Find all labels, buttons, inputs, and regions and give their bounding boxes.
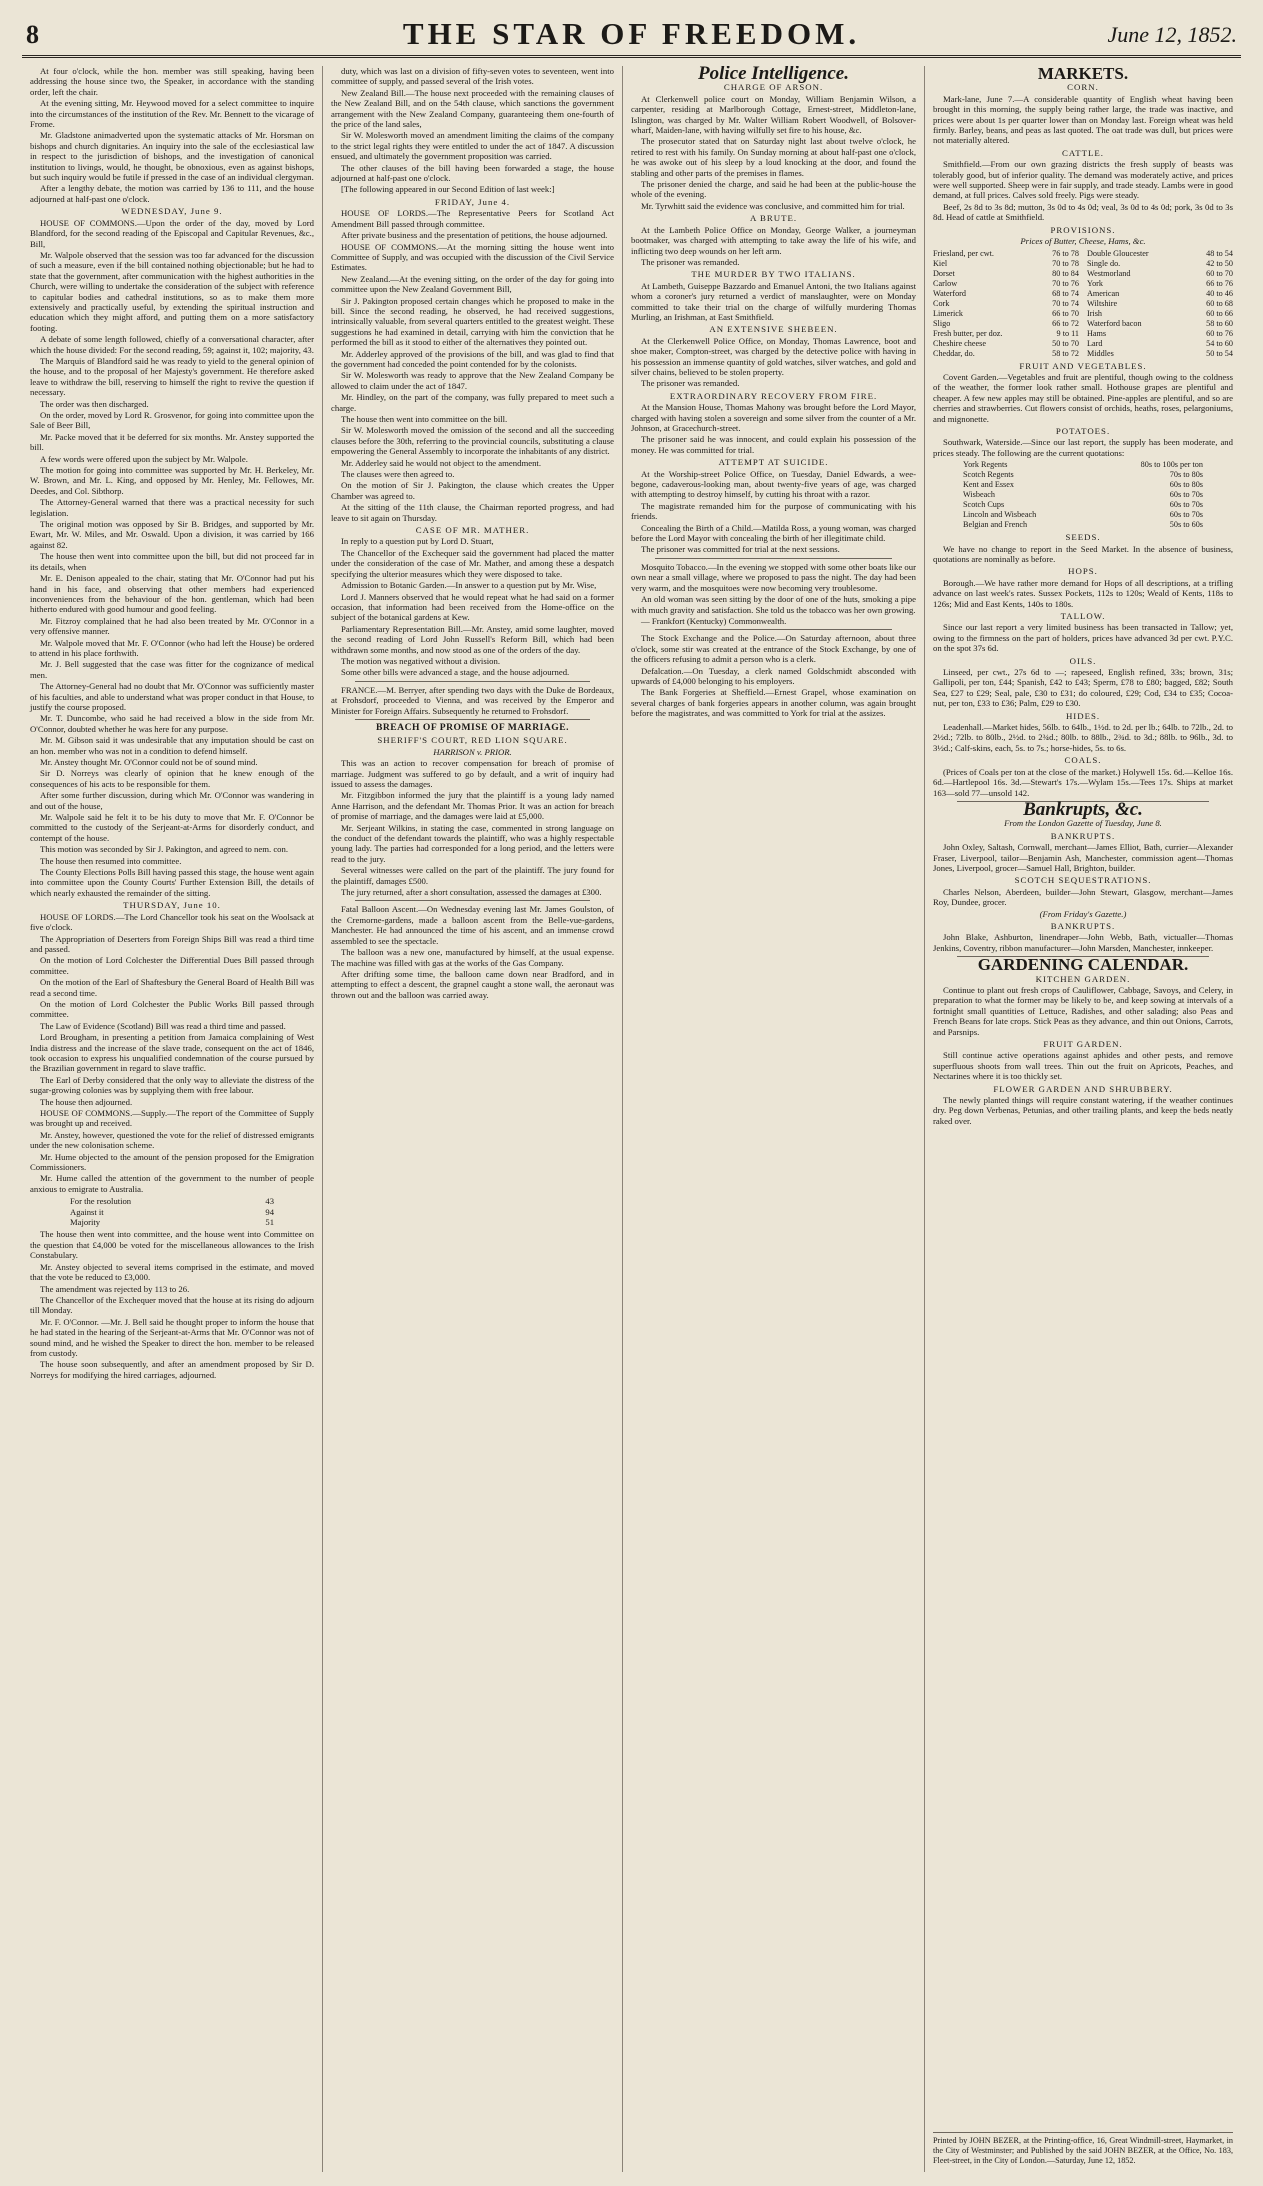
section-heading: SCOTCH SEQUESTRATIONS. (1014, 875, 1152, 886)
price-item-name: Friesland, per cwt. (933, 248, 994, 258)
price-row (933, 349, 1079, 359)
article-paragraph: At the evening sitting, Mr. Heywood moved for a select committee to inquire into the circumstances of the institution of the Rev. Mr. Bennett to the vicarage of Frome. (30, 98, 314, 130)
price-item-value: 60s to 70s (1169, 500, 1203, 510)
article-paragraph: A few words were offered upon the subject by Mr. Walpole. (40, 453, 248, 464)
article-paragraph: The amendment was rejected by 113 to 26. (40, 1283, 190, 1294)
article-paragraph: The order was then discharged. (40, 398, 149, 409)
article-paragraph: At Clerkenwell police court on Monday, William Benjamin Wilson, a carpenter, residing at Marlborough Cottage, Ernest-street, Middleton-lane, Islington, was charged by Mr. Walter William Robert Woodwell, of Bolsover-wharf, Maiden-lane, with having wilfully set fire to his house, &c. (631, 93, 916, 136)
section-heading: FLOWER GARDEN AND SHRUBBERY. (993, 1083, 1173, 1094)
price-row (1087, 319, 1233, 329)
article-paragraph: An old woman was seen sitting by the door of one of the huts, smoking a pipe with much gravity and satisfaction. She told us the tobacco was her own growing. (631, 594, 916, 615)
price-row (933, 299, 1079, 309)
article-paragraph: The Bank Forgeries at Sheffield.—Ernest Grapel, whose examination on several charges of bank forgeries appears in another column, was again brought before the magistrates, and was committed to York for trial at the assizes. (631, 687, 916, 719)
article-paragraph: Parliamentary Representation Bill.—Mr. Anstey, amid some laughter, moved the second reading of Lord John Russell's Reform Bill, which had been withdrawn some months, and now stood as one of the orders of the day. (331, 623, 614, 655)
price-item-value: 60s to 80s (1169, 480, 1203, 490)
vote-count: 94 (265, 1206, 274, 1217)
price-item-name: Limerick (933, 308, 964, 318)
article-paragraph: Defalcation.—On Tuesday, a clerk named Goldschmidt absconded with upwards of £4,000 belonging to his employers. (631, 665, 916, 686)
section-heading: SEEDS. (1065, 532, 1101, 543)
price-row (933, 319, 1079, 329)
vote-label: For the resolution (70, 1196, 132, 1207)
section-heading: FRIDAY, June 4. (434, 196, 511, 207)
price-item-value: 60 to 68 (1206, 298, 1233, 308)
vote-count: 43 (265, 1196, 274, 1207)
price-item-name: Single do. (1087, 258, 1121, 268)
price-item-value: 60 to 66 (1206, 308, 1233, 318)
price-item-name: Irish (1087, 308, 1103, 318)
article-paragraph: Mr. T. Duncombe, who said he had received a blow in the side from Mr. O'Connor, doubted whether he was here for any purpose. (30, 713, 314, 734)
page-number: 8 (26, 20, 39, 49)
article-paragraph: After private business and the presentation of petitions, the house adjourned. (341, 230, 608, 241)
article-paragraph: The newly planted things will require constant watering, if the weather continues dry. Peg down Verbenas, Petunias, and other trailing plants, and keep the beds neatly raked over. (933, 1095, 1233, 1126)
article-paragraph: After a lengthy debate, the motion was carried by 136 to 111, and the house adjourned at half-past one o'clock. (30, 183, 314, 204)
price-item-name: Belgian and French (963, 520, 1028, 530)
price-row (933, 279, 1079, 289)
article-paragraph: The Marquis of Blandford said he was ready to yield to the general opinion of the house, and to the proposal of her Majesty's government. He therefore asked leave to withdraw the bill, reserving to himself the right to revive the question if necessary. (30, 355, 314, 398)
article-paragraph: The Chancellor of the Exchequer moved that the house at its rising do adjourn till Monday. (30, 1294, 314, 1316)
section-heading: CASE OF MR. MATHER. (415, 525, 530, 536)
article-paragraph: The prisoner was remanded. (641, 378, 740, 389)
article-paragraph: At four o'clock, while the hon. member was still speaking, having been addressing the house since two, the Speaker, in accordance with the standing order, left the chair. (30, 66, 314, 97)
article-paragraph: (Prices of Coals per ton at the close of the market.) Holywell 15s. 6d.—Kelloe 16s. 6d.—Hartlepool 16s. 3d.—Stewart's 17s.—Wylam 15s.—Tees 17s. Ships at market 163—sold 77—unsold 142. (933, 766, 1233, 798)
price-item-name: Westmorland (1087, 268, 1131, 278)
divider (655, 558, 892, 559)
article-paragraph: FRANCE.—M. Berryer, after spending two days with the Duke de Bordeaux, at Frohsdorf, proceeded to Vienna, and was received by the Emperor and Minister for Foreign Affairs. Subsequently he returned to Frohsdorf. (331, 684, 614, 716)
price-row (1087, 299, 1233, 309)
printer-imprint: Printed by JOHN BEZER, at the Printing-office, 16, Great Windmill-street, Haymarket, in the City of Westminster; and Published by the said JOHN BEZER, at the Office, No. 183, Fleet-street, in the City of London.—Saturday, June 12, 1852. (933, 2132, 1233, 2166)
price-column (933, 249, 1079, 359)
section-heading: HOPS. (1068, 566, 1098, 577)
article-paragraph: Mr. Anstey objected to several items comprised in the estimate, and moved that the vote be reduced to £3,000. (30, 1261, 314, 1283)
article-paragraph: On the motion of the Earl of Shaftesbury the General Board of Health Bill was read a second time. (30, 977, 314, 998)
article-paragraph: Mr. Adderley approved of the provisions of the bill, and was glad to find that the government had conceded the point contended for by the colonists. (331, 348, 614, 369)
article-paragraph: On the motion of Lord Colchester the Public Works Bill passed through committee. (30, 998, 314, 1020)
section-heading: CORN. (1067, 82, 1099, 93)
price-item-name: Middles (1087, 348, 1114, 358)
article-paragraph: The house then went into committee on the bill. (341, 414, 508, 424)
article-paragraph: Mark-lane, June 7.—A considerable quantity of English wheat having been brought in this morning, the supply being rather large, the trade was inactive, and prices were about 1s per quarter lower than on Monday last. Foreign wheat was held firmly. Barley, beans, and peas as last quoted. The oat trade was dull, but prices were not materially altered. (933, 93, 1233, 146)
article-paragraph: Mr. Fitzgibbon informed the jury that the plaintiff is a young lady named Anne Harrison, and the defendant Mr. Thomas Prior. It was an action for breach of promise of marriage, and the damages were laid at £5,000. (331, 790, 614, 822)
section-heading: OILS. (1069, 655, 1097, 666)
price-item-value: 50 to 70 (1052, 338, 1079, 348)
section-heading: COALS. (1064, 755, 1102, 766)
price-item-name: Hams (1087, 328, 1107, 338)
article-paragraph: HOUSE OF COMMONS.—Upon the order of the day, moved by Lord Blandford, for the second reading of the Episcopal and Capitular Revenues, &c., Bill, (30, 217, 314, 249)
article-paragraph: Mr. Hindley, on the part of the company, was fully prepared to meet such a charge. (331, 392, 614, 413)
price-row (933, 289, 1079, 299)
price-row (1087, 249, 1233, 259)
price-item-value: 66 to 70 (1052, 308, 1079, 318)
price-row (933, 249, 1079, 259)
article-paragraph: The other clauses of the bill having been forwarded a stage, the house adjourned at half-past one o'clock. (331, 162, 614, 184)
section-heading: CATTLE. (1062, 147, 1104, 158)
price-item-name: Kent and Essex (963, 480, 1014, 490)
price-item-value: 60s to 70s (1169, 490, 1203, 500)
article-paragraph: The house then resumed into committee. (40, 855, 182, 866)
article-paragraph: In reply to a question put by Lord D. Stuart, (341, 536, 494, 547)
article-paragraph: Some other bills were advanced a stage, and the house adjourned. (341, 667, 570, 678)
article-paragraph: The prisoner was remanded. (641, 256, 740, 267)
price-row (933, 339, 1079, 349)
price-row (963, 490, 1203, 500)
article-headline: CHARGE OF ARSON. (723, 82, 824, 93)
column-1-parliament (22, 66, 322, 2172)
price-item-value: 80 to 84 (1052, 268, 1079, 278)
article-paragraph: The prisoner denied the charge, and said he had been at the public-house the whole of the evening. (631, 179, 916, 200)
article-paragraph: Still continue active operations against aphides and other pests, and remove superfluous shoots from wall trees. Thin out the fruit on Apricots, Peaches, and Nectarines where it is too thickly set. (933, 1050, 1233, 1082)
column-2-parliament (322, 66, 622, 2172)
article-paragraph: At the Lambeth Police Office on Monday, George Walker, a journeyman bootmaker, was charged with attempting to take away the life of his wife, and inflicting two deep wounds on her left arm. (631, 224, 916, 256)
column-3-police (622, 66, 924, 2172)
article-paragraph: Mr. Packe moved that it be deferred for six months. Mr. Anstey supported the bill. (30, 431, 314, 453)
article-paragraph: A debate of some length followed, chiefly of a conversational character, after which the house divided: For the second reading, 59; against it, 102; majority, 43. (30, 334, 314, 355)
article-paragraph: Linseed, per cwt., 27s 6d to —; rapeseed, English refined, 33s; brown, 31s; Gallipoli, per ton, £44; Spanish, £42 to £43; Sperm, £78 to £80; bagged, £82; South Sea, £27 to £29; Seal, pale, £30 to £31; do coloured, £29; Cod, £34 to £35; Cocoa-nut, per ton, £33 to £36; Palm, £29 to £30. (933, 667, 1233, 709)
issue-date: June 12, 1852. (1107, 22, 1237, 47)
article-paragraph: The Chancellor of the Exchequer said the government had placed the matter under the consideration of the case of Mr. Mather, and among these a despatch specifying the ulterior measures which they were disposed to take. (331, 547, 614, 579)
price-item-name: Carlow (933, 278, 958, 288)
article-paragraph: Beef, 2s 8d to 3s 8d; mutton, 3s 0d to 4s 0d; veal, 3s 0d to 4s 0d; pork, 3s 0d to 3s 8d. Head of cattle at Smithfield. (933, 201, 1233, 223)
price-row (963, 510, 1203, 520)
article-paragraph: The prosecutor stated that on Saturday night last about twelve o'clock, he retired to rest with his family. On Sunday morning at about half-past one o'clock, he was awoke out of his sleep by a loud knocking at the door, and found the stabling and other parts of the premises in flames. (631, 136, 916, 178)
section-title: Police Intelligence. (698, 66, 849, 84)
article-paragraph: Smithfield.—From our own grazing districts the fresh supply of beasts was tolerably good, but of inferior quality. The demand was moderately active, and prices were well supported. Sheep were in fair supply, and trade steady. Lambs were in good demand, at full prices. Calves sold freely. Pigs were steady. (933, 159, 1233, 201)
price-item-value: 54 to 60 (1206, 338, 1233, 348)
section-heading: BANKRUPTS. (1050, 830, 1116, 841)
article-paragraph: We have no change to report in the Seed Market. In the absence of business, quotations are nominally as before. (933, 543, 1233, 564)
section-heading: WEDNESDAY, June 9. (121, 206, 223, 217)
article-paragraph: Mr. Walpole moved that Mr. F. O'Connor (who had left the House) be ordered to attend in his place forthwith. (30, 637, 314, 658)
divider (355, 681, 590, 682)
price-row (963, 520, 1203, 530)
article-paragraph: The prisoner said he was innocent, and could explain his possession of the money. He was committed for trial. (631, 434, 916, 455)
price-item-value: 9 to 11 (1056, 328, 1079, 338)
price-row (963, 460, 1203, 470)
article-headline: A BRUTE. (749, 213, 798, 224)
article-paragraph: Mr. Hume objected to the amount of the pension proposed for the Emigration Commissioners. (30, 1151, 314, 1173)
article-paragraph: Mr. F. O'Connor. —Mr. J. Bell said he thought proper to inform the house that he had stated in the hearing of the Serjeant-at-Arms that Mr. O'Connor was not of sound mind, and he wished the Speaker to direct the hon. member to be released from custody. (30, 1316, 314, 1358)
article-paragraph: Mr. Tyrwhitt said the evidence was conclusive, and committed him for trial. (641, 200, 905, 211)
article-paragraph: This was an action to recover compensation for breach of promise of marriage. Judgment was suffered to go by default, and a writ of inquiry had issued to assess the damages. (331, 758, 614, 789)
provisions-price-table (933, 249, 1233, 359)
price-item-value: 50 to 54 (1206, 348, 1233, 358)
vote-count: 51 (265, 1217, 274, 1228)
article-paragraph: On the motion of Lord Colchester the Differential Dues Bill passed through committee. (30, 955, 314, 976)
price-item-name: Kiel (933, 258, 948, 268)
article-paragraph: The Law of Evidence (Scotland) Bill was read a third time and passed. (40, 1020, 286, 1031)
price-item-value: 40 to 46 (1206, 288, 1233, 298)
article-paragraph: Charles Nelson, Aberdeen, builder—John Stewart, Glasgow, merchant—James Roy, Dundee, grocer. (933, 886, 1233, 908)
article-paragraph: The house then went into committee, and the house went into Committee on the question that £4,000 be voted for the miscellaneous allowances to the Irish Constabulary. (30, 1229, 314, 1261)
article-paragraph: On the order, moved by Lord R. Grosvenor, for going into committee upon the Sale of Beer Bill, (30, 410, 314, 431)
article-paragraph: HOUSE OF COMMONS.—Supply.—The report of the Committee of Supply was brought up and received. (30, 1108, 314, 1129)
article-paragraph: The Attorney-General warned that there was a practical necessity for such legislation. (30, 497, 314, 518)
price-item-value: 60 to 70 (1206, 268, 1233, 278)
vote-label: Against it (70, 1206, 104, 1217)
price-item-name: Scotch Cups (963, 500, 1005, 510)
section-heading: THURSDAY, June 10. (123, 900, 221, 911)
section-heading: KITCHEN GARDEN. (1035, 973, 1131, 984)
vote-label: Majority (70, 1217, 101, 1228)
divider (355, 900, 590, 901)
price-item-name: Lard (1087, 338, 1103, 348)
article-paragraph: On the motion of Sir J. Pakington, the clause which creates the Upper Chamber was agreed to. (331, 480, 614, 501)
price-item-name: Double Gloucester (1087, 248, 1149, 258)
price-item-name: Cheshire cheese (933, 338, 986, 348)
article-headline: ATTEMPT AT SUICIDE. (718, 457, 829, 468)
article-paragraph: Concealing the Birth of a Child.—Matilda Ross, a young woman, was charged before the Lord Mayor with concealing the birth of her illegitimate child. (631, 522, 916, 544)
article-paragraph: Mr. Fitzroy complained that he had also been treated by Mr. O'Connor in a very offensive manner. (30, 615, 314, 637)
price-row (963, 480, 1203, 490)
price-row (1087, 279, 1233, 289)
article-paragraph: Several witnesses were called on the part of the plaintiff. The jury found for the plaintiff, damages £500. (331, 865, 614, 886)
price-row (1087, 269, 1233, 279)
price-row (1087, 339, 1233, 349)
article-paragraph: Mr. Serjeant Wilkins, in stating the case, commented in strong language on the conduct of the defendant towards the plaintiff, who was a highly respectable young lady. The parties had corresponded for a long period, and the letters were read to the jury. (331, 822, 614, 864)
masthead (22, 12, 1241, 58)
price-item-value: 66 to 72 (1052, 318, 1079, 328)
price-item-name: Cheddar, do. (933, 348, 975, 358)
section-heading: SHERIFF'S COURT, RED LION SQUARE. (377, 735, 568, 746)
article-paragraph: Mr. Walpole observed that the session was too far advanced for the discussion of such a measure, even if the bill contained nothing objectionable; but he had to state that the government, after communication with the highest authorities in the Church, were willing to undertake the consideration of the subject with reference to capitular bodies and cathedral institutions, so as to make them more extensively and practically useful, by extending the spiritual instruction and education which they might afford, and putting them on a more satisfactory footing. (30, 249, 314, 333)
article-paragraph: Leadenhall.—Market hides, 56lb. to 64lb., 1½d. to 2d. per lb.; 64lb. to 72lb., 2d. to 2½d.; 72lb. to 80lb., 2½d. to 2¾d.; 80lb. to 88lb., 2¾d. to 3d.; 88lb. to 96lb., 3d. to 3½d.; Calf-skins, each, 5s. to 7s.; horse-hides, 5s. to 6s. (933, 722, 1233, 753)
price-row (933, 329, 1079, 339)
divider (655, 629, 892, 630)
price-item-value: 68 to 74 (1052, 288, 1079, 298)
article-paragraph: At Lambeth, Guiseppe Bazzardo and Emanuel Antoni, the two Italians against whom a coroner's jury returned a verdict of manslaughter, were on Monday committed to take their trial on the charge of wilfully murdering Thomas Murling, an Irishman, at East Smithfield. (631, 280, 916, 322)
price-item-value: 50s to 60s (1169, 520, 1203, 530)
article-paragraph: The balloon was a new one, manufactured by himself, at the usual expense. The machine was filled with gas at the works of the Gas Company. (331, 947, 614, 968)
article-paragraph: John Oxley, Saltash, Cornwall, merchant—James Elliot, Bath, currier—Alexander Fraser, Liverpool, tailor—Benjamin Ash, Manchester, commission agent—Thomas Jones, Liverpool, grocer—Samuel Hall, Brighton, builder. (933, 842, 1233, 873)
article-paragraph: At the sitting of the 11th clause, the Chairman reported progress, and had leave to sit again on Thursday. (331, 502, 614, 523)
article-paragraph: Lord J. Manners observed that he would repeat what he had said on a former occasion, that information had been received from the Home-office on the subject of the botanical gardens at Kew. (331, 591, 614, 623)
article-headline: AN EXTENSIVE SHEBEEN. (709, 324, 838, 335)
column-4-markets (924, 66, 1241, 2172)
article-paragraph: Fatal Balloon Ascent.—On Wednesday evening last Mr. James Goulston, of the Cremorne-gardens, made a balloon ascent from the Belle-vue-gardens, Manchester. He had announced the time of his ascent, and an immense crowd assembled to see the spectacle. (331, 904, 614, 946)
price-item-name: Fresh butter, per doz. (933, 328, 1003, 338)
section-heading: HIDES. (1065, 710, 1101, 721)
subheading: From the London Gazette of Tuesday, June 8. (1004, 818, 1162, 829)
article-paragraph: At the Mansion House, Thomas Mahony was brought before the Lord Mayor, charged with having stolen a sovereign and some silver from the counter of a Mr. Johnson, at Gracechurch-street. (631, 402, 916, 433)
article-paragraph: Mr. Anstey, however, questioned the vote for the relief of distressed emigrants under the new colonisation scheme. (30, 1129, 314, 1151)
article-paragraph: The Attorney-General had no doubt that Mr. O'Connor was sufficiently master of his faculties, and able to understand what was proper conduct in that House, to justify the course proposed. (30, 681, 314, 712)
article-paragraph: Mr. Hume called the attention of the government to the number of people anxious to emigrate to Australia. (30, 1173, 314, 1194)
article-paragraph: Mr. Walpole said he felt it to be his duty to move that Mr. F. O'Connor be committed to the custody of the Serjeant-at-Arms for disorderly conduct, and contempt of the house. (30, 812, 314, 843)
article-paragraph: Mosquito Tobacco.—In the evening we stopped with some other boats like our own near a small village, where we proposed to pass the night. The day had been very warm, and the mosquitoes were now becoming very troublesome. (631, 561, 916, 593)
article-headline: EXTRAORDINARY RECOVERY FROM FIRE. (669, 390, 878, 401)
price-row (963, 470, 1203, 480)
article-paragraph: The Stock Exchange and the Police.—On Saturday afternoon, about three o'clock, some stir was created at the entrance of the Stock Exchange, by one of the officers refusing to admit a person who is a clerk. (631, 633, 916, 665)
article-paragraph: [The following appeared in our Second Edition of last week:] (341, 184, 555, 195)
price-row (963, 500, 1203, 510)
article-paragraph: Sir D. Norreys was clearly of opinion that he knew enough of the consequences of his acts to be responsible for them. (30, 768, 314, 789)
article-paragraph: At the Worship-street Police Office, on Tuesday, Daniel Edwards, a wee-begone, cadaverous-looking man, about twenty-five years of age, was charged with attempting to destroy himself, by cutting his throat with a razor. (631, 468, 916, 500)
price-item-value: 66 to 76 (1206, 278, 1233, 288)
price-item-name: Dorset (933, 268, 955, 278)
article-paragraph: HOUSE OF LORDS.—The Lord Chancellor took his seat on the Woolsack at five o'clock. (30, 911, 314, 933)
article-paragraph: The magistrate remanded him for the purpose of communicating with his friends. (631, 500, 916, 522)
price-item-name: Waterford bacon (1087, 318, 1142, 328)
article-paragraph: Covent Garden.—Vegetables and fruit are plentiful, though owing to the coldness of the weather, the former look rather small. Hothouse grapes are plentiful and cheaper. A few new apples may still be obtained. Pine-apples are plentiful, and so are cherries and strawberries. Cut flowers consist of orchids, heaths, roses, pelargoniums, and mignonette. (933, 371, 1233, 424)
article-paragraph: The prisoner was committed for trial at the next sessions. (641, 544, 840, 555)
price-item-value: 70 to 74 (1052, 298, 1079, 308)
article-headline: BREACH OF PROMISE OF MARRIAGE. (375, 721, 570, 733)
article-paragraph: The house then adjourned. (40, 1096, 133, 1107)
section-heading: POTATOES. (1055, 425, 1111, 436)
section-heading: PROVISIONS. (1050, 224, 1116, 235)
price-item-value: 70 to 76 (1052, 278, 1079, 288)
article-paragraph: HOUSE OF COMMONS.—At the morning sitting the house went into Committee of Supply, and was occupied with the discussion of the Civil Service Estimates. (331, 241, 614, 273)
article-paragraph: Mr. Adderley said he would not object to the amendment. (341, 457, 542, 468)
divider (355, 719, 590, 720)
article-paragraph: Continue to plant out fresh crops of Cauliflower, Cabbage, Savoys, and Celery, in preparation to what the former may be likely to be, and keep sowing at intervals of a fortnight small quantities of Lettuce, Radishes, and other salading; also Peas and French Beans for late crops. Stick Peas as they advance, and thin out Onions, Carrots, and Parsnips. (933, 985, 1233, 1037)
article-paragraph: The house soon subsequently, and after an amendment proposed by Sir D. Norreys for modifying the hired carriages, adjourned. (30, 1359, 314, 1380)
price-row (1087, 309, 1233, 319)
price-item-name: York (1087, 278, 1104, 288)
article-paragraph: — Frankfort (Kentucky) Commonwealth. (641, 615, 787, 626)
article-paragraph: Southwark, Waterside.—Since our last report, the supply has been moderate, and prices steady. The following are the current quotations: (933, 437, 1233, 458)
article-headline: THE MURDER BY TWO ITALIANS. (691, 269, 856, 280)
price-item-value: 42 to 50 (1206, 258, 1233, 268)
article-paragraph: Sir W. Molesworth was ready to approve that the New Zealand Company be allowed to claim under the act of 1847. (331, 370, 614, 391)
price-item-name: Waterford (933, 288, 966, 298)
article-paragraph: The original motion was opposed by Sir B. Bridges, and supported by Mr. Ewart, Mr. W. Miles, and Mr. Oswald. Upon a division, it was carried by 166 against 82. (30, 519, 314, 550)
price-item-name: Sligo (933, 318, 951, 328)
article-paragraph: Mr. Anstey thought Mr. O'Connor could not be of sound mind. (40, 757, 258, 767)
article-paragraph: Since our last report a very limited business has been transacted in Tallow; yet, owing to the firmness on the part of holders, prices have advanced 3d per cwt. P.Y.C. on the spot 37s 6d. (933, 622, 1233, 654)
case-name: HARRISON v. PRIOR. (433, 746, 512, 757)
section-title: MARKETS. (1037, 66, 1129, 83)
article-paragraph: The Appropriation of Deserters from Foreign Ships Bill was read a third time and passed. (30, 933, 314, 954)
price-item-value: 76 to 78 (1052, 248, 1079, 258)
price-row (1087, 259, 1233, 269)
article-paragraph: Mr. M. Gibson said it was undesirable that any imputation should be cast on an hon. member who was not in a condition to defend himself. (30, 735, 314, 756)
article-paragraph: Admission to Botanic Garden.—In answer to a question put by Mr. Wise, (341, 580, 597, 591)
article-paragraph: After drifting some time, the balloon came down near Bradford, and in attempting to effect a descent, the grapnel caught a stone wall, the aeronaut was thrown out and the balloon was carried away. (331, 968, 614, 1000)
article-paragraph: New Zealand.—At the evening sitting, on the order of the day for going into committee upon the New Zealand Government Bill, (331, 273, 614, 295)
article-paragraph: The motion was negatived without a division. (341, 655, 501, 666)
article-paragraph: John Blake, Ashburton, linendraper—John Webb, Bath, victualler—Thomas Jenkins, Coventry, ribbon manufacturer—John Marsden, Manchester, innkeeper. (933, 932, 1233, 953)
price-row (1087, 349, 1233, 359)
price-item-value: 80s to 100s per ton (1140, 460, 1203, 470)
price-item-value: 58 to 72 (1052, 348, 1079, 358)
article-paragraph: After some further discussion, during which Mr. O'Connor was wandering in and out of the house, (30, 790, 314, 811)
price-item-value: 48 to 54 (1206, 248, 1233, 258)
article-paragraph: The clauses were then agreed to. (341, 469, 455, 480)
section-heading: TALLOW. (1060, 611, 1106, 621)
price-item-value: 60s to 70s (1169, 510, 1203, 520)
article-paragraph: At the Clerkenwell Police Office, on Monday, Thomas Lawrence, boot and shoe maker, Compton-street, was charged by the detective police with having in his possession an immense quantity of gold watches, silver watches, and gold and silver chains, believed to be stolen property. (631, 335, 916, 377)
potato-price-list (963, 460, 1203, 530)
article-paragraph: Borough.—We have rather more demand for Hops of all descriptions, at a trifling advance on last week's rates. Sussex Pockets, 112s to 120s; Weald of Kents, 118s to 126s; Mid and East Kents, 140s to 180s. (933, 577, 1233, 609)
price-item-value: 58 to 60 (1206, 318, 1233, 328)
article-paragraph: The jury returned, after a short consultation, assessed the damages at £300. (341, 887, 602, 898)
columns (22, 66, 1241, 2172)
section-title: GARDENING CALENDAR. (977, 955, 1189, 975)
subheading: (From Friday's Gazette.) (1039, 908, 1127, 919)
article-paragraph: HOUSE OF LORDS.—The Representative Peers for Scotland Act Amendment Bill passed through committee. (331, 208, 614, 229)
newspaper-title: THE STAR OF FREEDOM. (402, 16, 861, 51)
article-paragraph: duty, which was last on a division of fifty-seven votes to seventeen, went into committee of supply, and passed several of the Irish votes. (331, 66, 614, 87)
price-item-name: Scotch Regents (963, 470, 1014, 480)
price-row (1087, 329, 1233, 339)
price-item-value: 70s to 80s (1169, 470, 1203, 480)
section-heading: BANKRUPTS. (1050, 920, 1116, 931)
price-item-value: 70 to 78 (1052, 258, 1079, 268)
price-item-name: American (1087, 288, 1120, 298)
article-paragraph: The Earl of Derby considered that the only way to alleviate the distress of the sugar-growing colonies was by supplying them with free labour. (30, 1074, 314, 1096)
price-row (933, 309, 1079, 319)
article-paragraph: The house then went into committee upon the bill, but did not proceed far in its details, when (30, 551, 314, 572)
article-paragraph: Mr. Gladstone animadverted upon the systematic attacks of Mr. Horsman on bishops and church dignitaries. An inquiry into the sale of the ecclesiastical law in respect to the jurisdiction of bishops, and the investigation of canonical institution to livings, would, he thought, be obnoxious, even as against bishops, but such inquiry would be futile if pressed in the case of an individual clergyman. (30, 130, 314, 183)
price-item-name: Wisbeach (963, 490, 995, 500)
price-column (1087, 249, 1233, 359)
price-item-name: Lincoln and Wisbeach (963, 510, 1037, 520)
section-heading: FRUIT GARDEN. (1043, 1039, 1123, 1050)
article-paragraph: Mr. J. Bell suggested that the case was fitter for the cognizance of medical men. (30, 659, 314, 680)
section-title: Bankrupts, &c. (1023, 798, 1143, 820)
subheading: Prices of Butter, Cheese, Hams, &c. (1020, 236, 1146, 247)
article-paragraph: Sir W. Molesworth moved an amendment limiting the claims of the company to the strict legal rights they were entitled to under the act of 1847. A discussion ensued, and ultimately the government proposition was carried. (331, 130, 614, 162)
section-heading: FRUIT AND VEGETABLES. (1019, 360, 1147, 371)
division-result (70, 1196, 274, 1227)
price-row (1087, 289, 1233, 299)
article-paragraph: Sir J. Pakington proposed certain changes which he proposed to make in the bill. Since the second reading, he observed, he had received suggestions, intrinsically valuable, from several quarters entitled to the greatest weight. These suggestions he had examined in detail, carrying with him the conviction that he performed the bill as it stood to either of the alternatives they pointed out. (331, 295, 614, 348)
article-paragraph: The motion for going into committee was supported by Mr. H. Berkeley, Mr. W. Brown, and Mr. L. King, and opposed by Mr. Henley, Mr. Fellowes, Mr. Deedes, and Col. Sibthorp. (30, 465, 314, 496)
article-paragraph: This motion was seconded by Sir J. Pakington, and agreed to nem. con. (40, 844, 289, 855)
article-paragraph: Lord Brougham, in presenting a petition from Jamaica complaining of West India distress and the increase of the slave trade, consequent on the act of 1846, took occasion to express his unqualified condemnation of the course pursued by the Brazilian government in regard to slave traffic. (30, 1032, 314, 1074)
price-row (933, 269, 1079, 279)
article-paragraph: New Zealand Bill.—The house next proceeded with the remaining clauses of the New Zealand Bill, and on the 54th clause, which sanctions the government arrangement with the New Zealand Company, guaranteeing them one-fourth of the price of the land sales, (331, 87, 614, 130)
article-paragraph: Mr. E. Denison appealed to the chair, stating that Mr. O'Connor had put his hand in his face, and observing that other members had experienced inconveniences from the behaviour of the hon. gentleman, which had been hitherto endured with good humour and good feeling. (30, 573, 314, 615)
price-item-name: Cork (933, 298, 950, 308)
price-item-value: 60 to 76 (1206, 328, 1233, 338)
article-paragraph: The County Elections Polls Bill having passed this stage, the house went again into committee upon the County Courts' Further Extension Bill, the details of which nearly exhausted the remainder of the sitting. (30, 867, 314, 898)
price-row (933, 259, 1079, 269)
price-item-name: Wiltshire (1087, 298, 1118, 308)
price-item-name: York Regents (963, 460, 1008, 470)
article-paragraph: Sir W. Molesworth moved the omission of the second and all the succeeding clauses before the 30th, referring to the provincial councils, substituting a clause empowering the General Assembly to incorporate the inhabitants of any district. (331, 425, 614, 457)
